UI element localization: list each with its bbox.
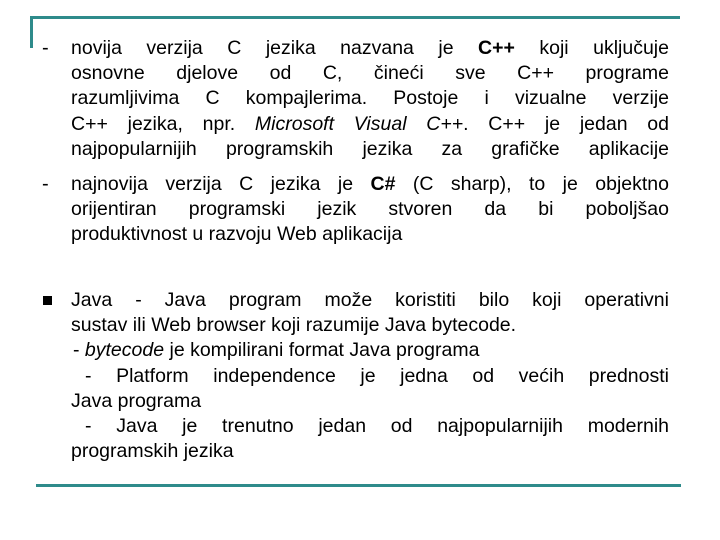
frame-left-border: [30, 16, 33, 48]
list-item-cpp: novija verzija C jezika nazvana je C++ koji uključuje osnovne djelove od C, čineći sve C++ programe razumljivima C kompajlerima. Postoje i vizualne verzije C++ jezika, npr. Microsoft Visual C++. C++ je jedan od najpopularnijih programskih jezika za grafičke aplikacije: [71, 37, 669, 160]
dash-marker: -: [42, 37, 49, 59]
list-item-java: Java - Java program može koristiti bilo koji operativni sustav ili Web browser koji razumije Java bytecode. - bytecode je kompilirani format Java programa - Platform independence je jedna od većih prednosti Java programa - Java je trenutno jedan od najpopularnijih modernih programskih jezika: [71, 289, 669, 463]
list-item-csharp: najnovija verzija C jezika je C# (C sharp), to je objektno orijentiran programski jezik stvoren da bi poboljšao produktivnost u razvoju Web aplikacija: [71, 173, 669, 246]
frame-top-border: [30, 16, 680, 19]
frame-bottom-border: [36, 484, 681, 487]
square-bullet-icon: [43, 296, 52, 305]
dash-marker: -: [42, 173, 49, 195]
